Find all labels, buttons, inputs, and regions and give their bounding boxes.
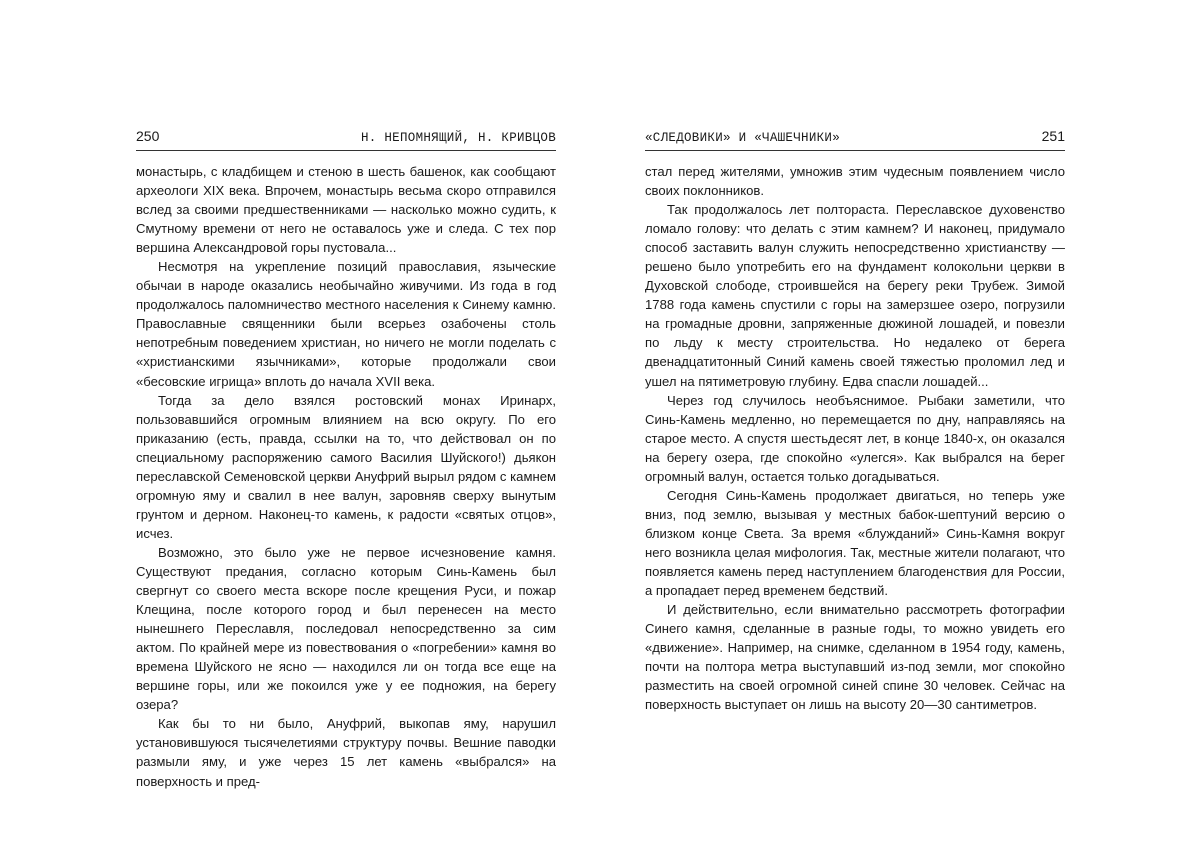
paragraph: Возможно, это было уже не первое исчезновение камня. Существуют предания, согласно которым Синь-Камень был свергнут со своего места вскоре после крещения Руси, и пожар Клещина, после которого город и был перенесен на место нынешнего Переславля, последовал непосредственно за сим актом. По крайней мере из повествования о «погребении» камня во времена Шуйского не ясно — находился ли он тогда все еще на вершине горы, или же покоился уже у ее подножия, на берегу озера? [136, 543, 556, 714]
right-page [645, 128, 1065, 714]
paragraph: И действительно, если внимательно рассмотреть фотографии Синего камня, сделанные в разные годы, то можно увидеть его «движение». Например, на снимке, сделанном в 1954 году, камень, почти на полтора метра выступавший из-под земли, мог спокойно разместить на своей огромной синей спине 30 человек. Сейчас на поверхность выступает он лишь на высоту 20—30 сантиметров. [645, 600, 1065, 714]
right-page-body [645, 162, 1065, 714]
running-head: «СЛЕДОВИКИ» И «ЧАШЕЧНИКИ» [645, 131, 840, 145]
left-page-header [136, 128, 556, 151]
paragraph: Через год случилось необъяснимое. Рыбаки заметили, что Синь-Камень медленно, но перемещается по дну, направляясь на старое место. А спустя шестьдесят лет, в конце 1840-х, он оказался на берегу озера, где спокойно «улегся». Как выбрался на берег огромный валун, остается только догадываться. [645, 391, 1065, 486]
page-number: 250 [136, 128, 159, 144]
page-number: 251 [1042, 128, 1065, 144]
paragraph: Несмотря на укрепление позиций православия, языческие обычаи в народе оказались необычайно живучими. Из года в год продолжалось паломничество местного населения к Синему камню. Православные священники были всерьез озабочены столь непотребным поведением христиан, но ничего не могли поделать с «христианскими язычниками», которые продолжали свои «бесовские игрища» вплоть до начала XVII века. [136, 257, 556, 390]
running-head: Н. НЕПОМНЯЩИЙ, Н. КРИВЦОВ [361, 131, 556, 145]
paragraph: Так продолжалось лет полтораста. Переславское духовенство ломало голову: что делать с этим камнем? И наконец, придумало способ заставить валун служить непосредственно христианству — решено было употребить его на фундамент колокольни церкви в Духовской слободе, строившейся на берегу реки Трубеж. Зимой 1788 года камень спустили с горы на замерзшее озеро, погрузили на громадные дровни, запряженные дюжиной лошадей, и повезли по льду к месту строительства. Но недалеко от берега двенадцатитонный Синий камень своей тяжестью проломил лед и ушел на пятиметровую глубину. Едва спасли лошадей... [645, 200, 1065, 390]
right-page-header [645, 128, 1065, 151]
paragraph: Сегодня Синь-Камень продолжает двигаться, но теперь уже вниз, под землю, вызывая у местных бабок-шептуний версию о близком конце Света. За время «блужданий» Синь-Камня вокруг него возникла целая мифология. Так, местные жители полагают, что появляется камень перед наступлением благоденствия для России, а пропадает перед временем бедствий. [645, 486, 1065, 600]
paragraph: Тогда за дело взялся ростовский монах Иринарх, пользовавшийся огромным влиянием на всю округу. По его приказанию (есть, правда, ссылки на то, что действовал он по специальному распоряжению самого Василия Шуйского!) дьякон переславской Семеновской церкви Ануфрий вырыл рядом с камнем огромную яму и свалил в нее валун, заровняв сверху вынутым грунтом и дерном. Наконец-то камень, к радости «святых отцов», исчез. [136, 391, 556, 543]
left-page-body [136, 162, 556, 791]
paragraph: Как бы то ни было, Ануфрий, выкопав яму, нарушил установившуюся тысячелетиями структуру почвы. Вешние паводки размыли яму, и уже через 15 лет камень «выбрался» на поверхность и пред- [136, 714, 556, 790]
paragraph: монастырь, с кладбищем и стеною в шесть башенок, как сообщают археологи XIX века. Впрочем, монастырь весьма скоро отправился вслед за своими предшественниками — насколько можно судить, к Смутному времени от него не оставалось уже и следа. С тех пор вершина Александровой горы пустовала... [136, 162, 556, 257]
left-page [136, 128, 556, 791]
paragraph: стал перед жителями, умножив этим чудесным появлением число своих поклонников. [645, 162, 1065, 200]
